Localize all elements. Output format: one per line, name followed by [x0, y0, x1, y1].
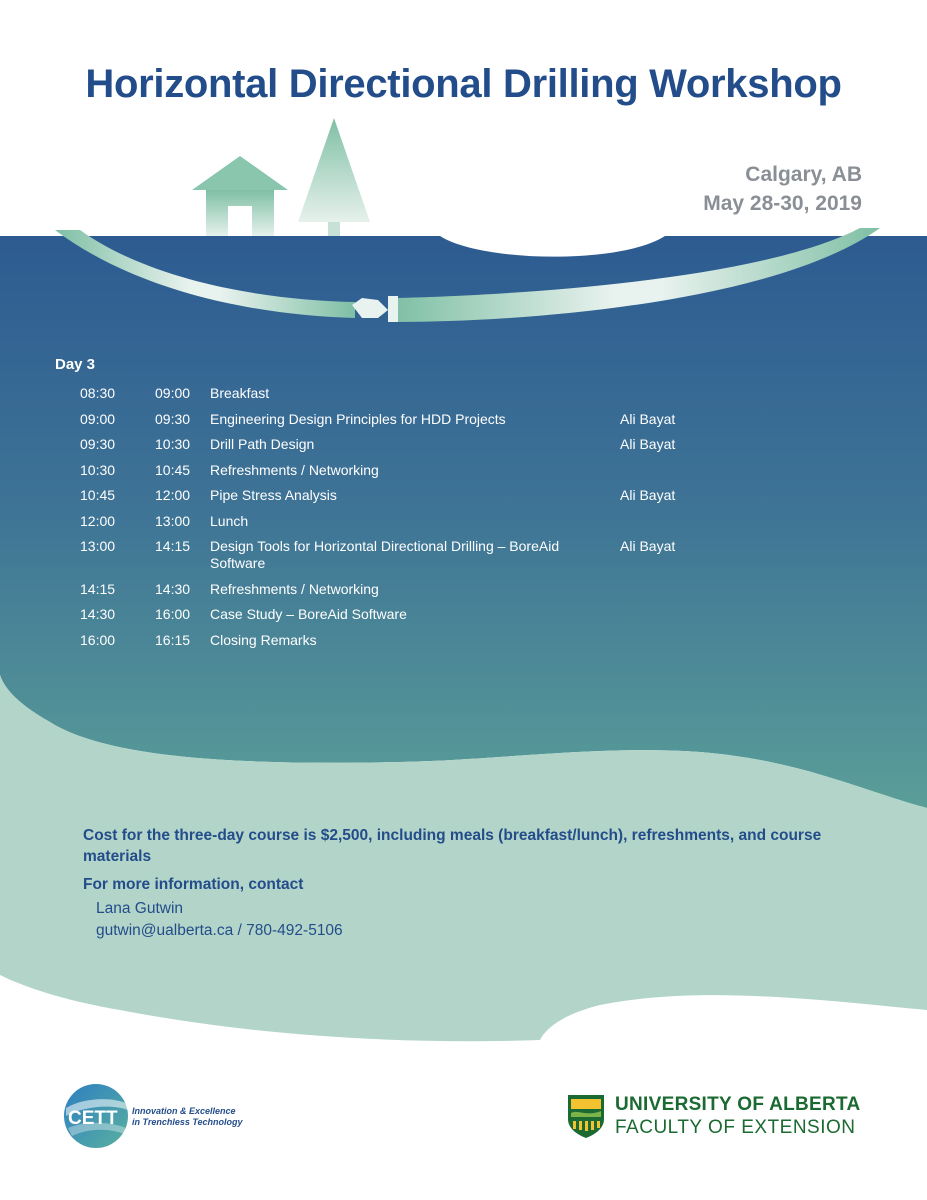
start-time: 10:30 — [80, 461, 116, 478]
session-title: Lunch — [210, 512, 249, 529]
session-title: Refreshments / Networking — [210, 580, 379, 597]
start-time: 09:00 — [80, 410, 116, 427]
uofa-faculty: FACULTY OF EXTENSION — [615, 1117, 856, 1138]
end-time: 14:15 — [155, 538, 191, 554]
cett-logo-text: CETT — [68, 1108, 118, 1129]
start-time: 16:00 — [80, 631, 116, 648]
uofa-name: UNIVERSITY OF ALBERTA — [615, 1094, 861, 1115]
speaker: Ali Bayat — [620, 436, 676, 452]
speaker: Ali Bayat — [620, 487, 676, 503]
cett-tagline-1: Innovation & Excellence — [132, 1106, 236, 1116]
session-title: Closing Remarks — [210, 631, 317, 648]
day-label: Day 3 — [55, 356, 96, 373]
start-time: 12:00 — [80, 512, 116, 529]
speaker: Ali Bayat — [620, 410, 676, 427]
schedule-row — [80, 632, 700, 649]
end-time: 10:45 — [155, 461, 191, 478]
session-title: Engineering Design Principles for HDD Projects — [210, 410, 506, 427]
session-title: Drill Path Design — [210, 436, 315, 452]
end-time: 14:30 — [155, 580, 191, 597]
start-time: 08:30 — [80, 385, 116, 401]
end-time: 09:00 — [155, 385, 191, 401]
end-time: 13:00 — [155, 512, 191, 529]
start-time: 13:00 — [80, 538, 116, 554]
session-title: Design Tools for Horizontal Directional Drilling – BoreAid Software — [210, 538, 560, 571]
schedule-table — [80, 385, 700, 657]
house-icon — [192, 156, 288, 236]
cost-text: Cost for the three-day course is $2,500, including meals (breakfast/lunch), refreshments, and course materials — [83, 827, 822, 865]
schedule-row — [80, 436, 700, 453]
contact-name: Lana Gutwin — [96, 900, 184, 917]
contact-details: gutwin@ualberta.ca / 780-492-5106 — [96, 922, 343, 939]
schedule-row — [80, 581, 700, 598]
start-time: 09:30 — [80, 436, 116, 452]
end-time: 16:15 — [155, 631, 191, 648]
speaker: Ali Bayat — [620, 538, 676, 554]
event-dates: May 28-30, 2019 — [703, 192, 862, 215]
schedule-row — [80, 487, 700, 504]
contact-heading: For more information, contact — [83, 876, 304, 893]
session-title: Case Study – BoreAid Software — [210, 606, 407, 622]
cett-tagline-2: in Trenchless Technology — [132, 1117, 243, 1127]
start-time: 10:45 — [80, 487, 116, 503]
end-time: 10:30 — [155, 436, 191, 452]
schedule-row — [80, 606, 700, 623]
tree-icon — [298, 118, 370, 236]
session-title: Breakfast — [210, 385, 270, 401]
session-title: Pipe Stress Analysis — [210, 487, 337, 503]
event-location: Calgary, AB — [745, 163, 862, 186]
end-time: 09:30 — [155, 410, 191, 427]
schedule-row — [80, 538, 700, 572]
schedule-row — [80, 411, 700, 428]
page-title: Horizontal Directional Drilling Workshop — [85, 62, 842, 106]
end-time: 16:00 — [155, 606, 191, 622]
schedule-row — [80, 385, 700, 402]
cett-tagline — [132, 1106, 243, 1128]
start-time: 14:30 — [80, 606, 116, 622]
schedule-row — [80, 513, 700, 530]
start-time: 14:15 — [80, 580, 116, 597]
event-location-date — [703, 160, 862, 218]
uofa-crest-icon — [566, 1093, 606, 1139]
session-title: Refreshments / Networking — [210, 461, 379, 478]
contact-block — [96, 898, 343, 942]
end-time: 12:00 — [155, 487, 191, 503]
schedule-row — [80, 462, 700, 479]
